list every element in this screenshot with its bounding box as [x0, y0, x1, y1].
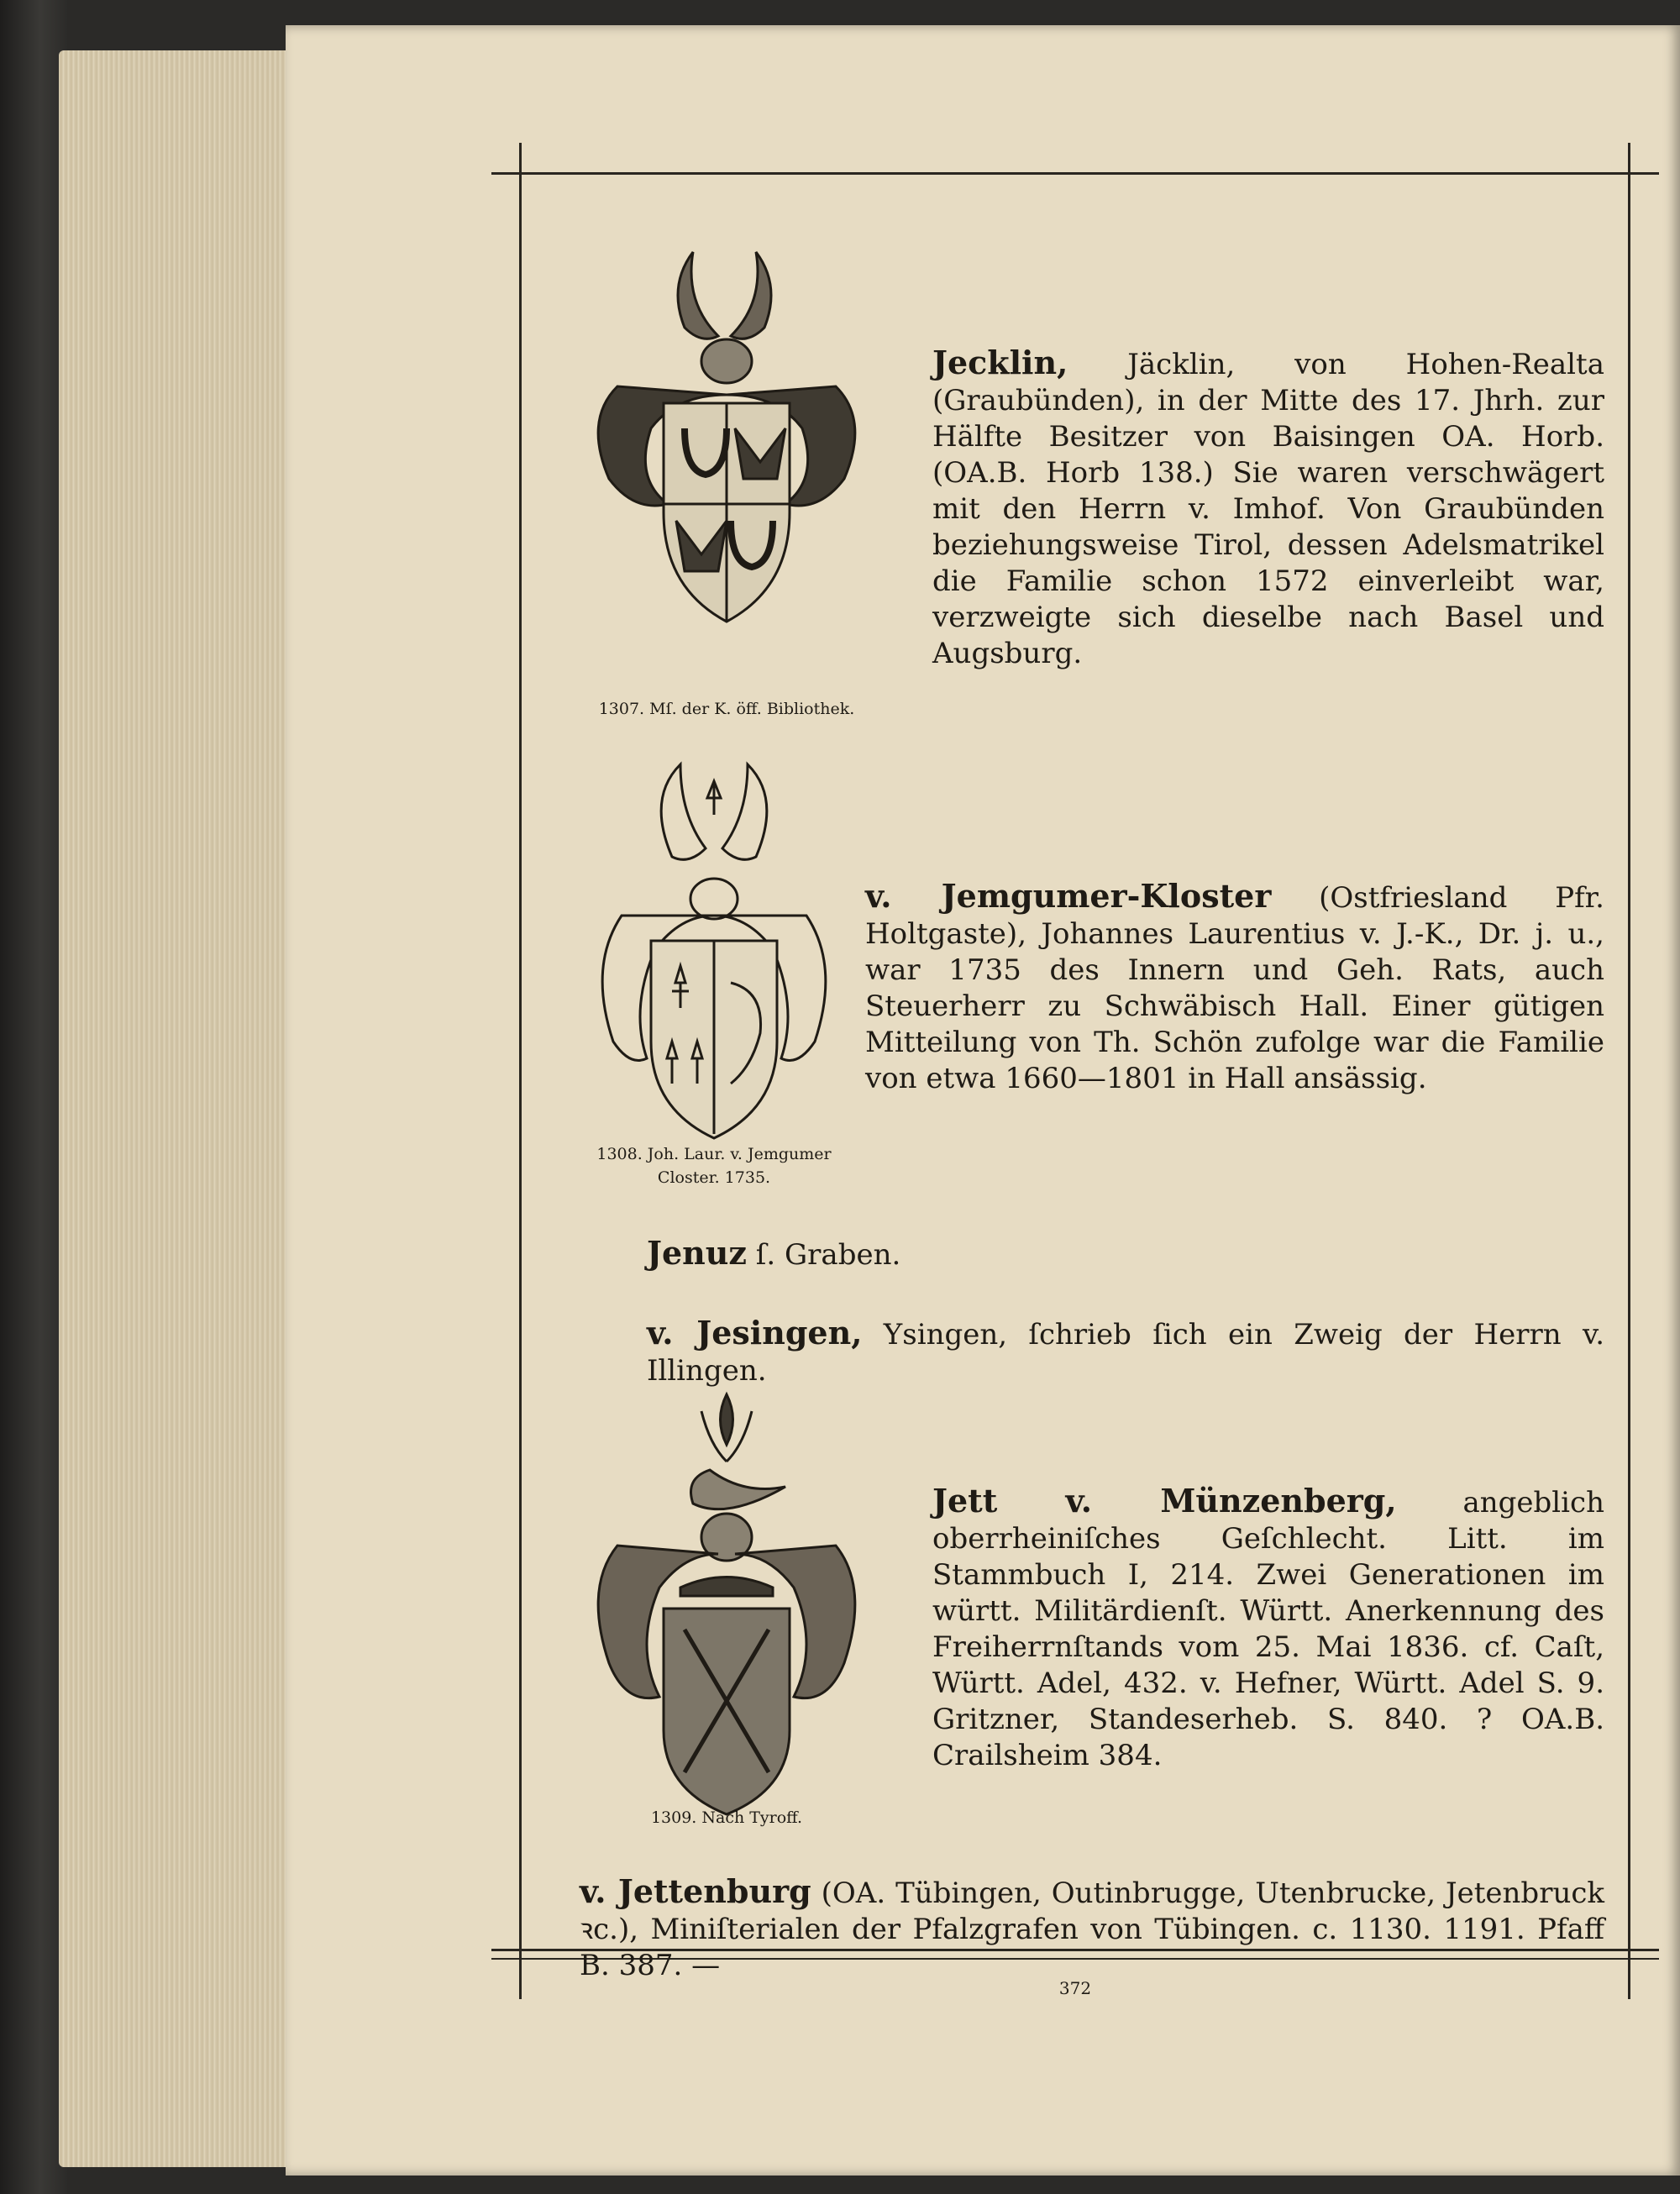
caption-1308-line1: 1308. Joh. Laur. v. Jemgumer	[596, 1145, 832, 1163]
page-number: 372	[1058, 1978, 1092, 1998]
book-page	[286, 25, 1680, 2176]
entry-jecklin-text: Jäcklin, von Hohen-Realta (Graubünden), in der Mitte des 17. Jhrh. zur Hälfte Besitzer von Baisingen OA. Horb. (OA.B. Horb 138.) Sie waren verschwägert mit den Herrn v. Imhof. Von Graubünden beziehungsweise Tirol, dessen Adelsmatrikel die Familie schon 1572 einverleibt war, verzweigte sich dieselbe nach Basel und Augsburg.	[932, 348, 1604, 670]
entry-jett-head: Jett v. Münzenberg,	[932, 1482, 1397, 1520]
entry-jettenburg-text: (OA. Tübingen, Outinbrugge, Utenbrucke, Jetenbruck ꝛc.), Miniſterialen der Pfalzgrafen von Tübingen. c. 1130. 1191. Pfaff B. 387. —	[580, 1876, 1604, 1982]
entry-jemgumer-text: (Ostfriesland Pfr. Holtgaste), Johannes Laurentius v. J.-K., Dr. j. u., war 1735 des Innern und Geh. Rats, auch Steuerherr zu Schwäbisch Hall. Einer gütigen Mitteilung von Th. Schön zufolge war die Familie von etwa 1660—1801 in Hall ansässig.	[865, 881, 1604, 1095]
entry-jenuz	[647, 1235, 1151, 1273]
caption-1307: 1307. Mſ. der K. öff. Bibliothek.	[598, 700, 855, 718]
entry-jettenburg-head: v. Jettenburg	[580, 1872, 811, 1910]
caption-1308-line2: Closter. 1735.	[657, 1168, 771, 1187]
entry-jettenburg	[580, 1873, 1604, 1984]
entry-jemgumer-head: v. Jemgumer-Kloster	[865, 877, 1272, 915]
entry-jecklin-head: Jecklin,	[932, 344, 1068, 381]
frame-rule-left	[519, 143, 522, 1999]
frame-rule-top	[491, 172, 1659, 175]
frame-rule-right	[1628, 143, 1630, 1999]
caption-1308	[563, 1142, 865, 1189]
entry-jecklin	[932, 344, 1604, 672]
caption-1309: 1309. Nach Tyroff.	[650, 1808, 803, 1827]
book-binding	[0, 0, 67, 2194]
entry-jenuz-head: Jenuz	[647, 1234, 747, 1272]
entry-jemgumer	[865, 878, 1604, 1097]
coat-of-arms-1308-icon	[588, 748, 840, 1151]
entry-jenuz-text: ſ. Graben.	[747, 1238, 901, 1272]
entry-jesingen-text: Ysingen, ſchrieb ſich ein Zweig der Herrn v. Illingen.	[647, 1318, 1605, 1388]
entry-jesingen-head: v. Jesingen,	[647, 1314, 863, 1352]
entry-jett-text: angeblich oberrheiniſches Geſchlecht. Litt. im Stammbuch I, 214. Zwei Generationen im württ. Militärdienſt. Württ. Anerkennung des Freiherrnſtands vom 25. Mai 1836. cf. Caſt, Württ. Adel, 432. v. Hefner, Württ. Adel S. 9. Gritzner, Standeserheb. S. 840. ? OA.B. Crailsheim 384.	[932, 1486, 1604, 1772]
coat-of-arms-1309-icon	[584, 1378, 869, 1823]
coat-of-arms-1307-icon	[584, 235, 869, 706]
entry-jett	[932, 1483, 1604, 1774]
